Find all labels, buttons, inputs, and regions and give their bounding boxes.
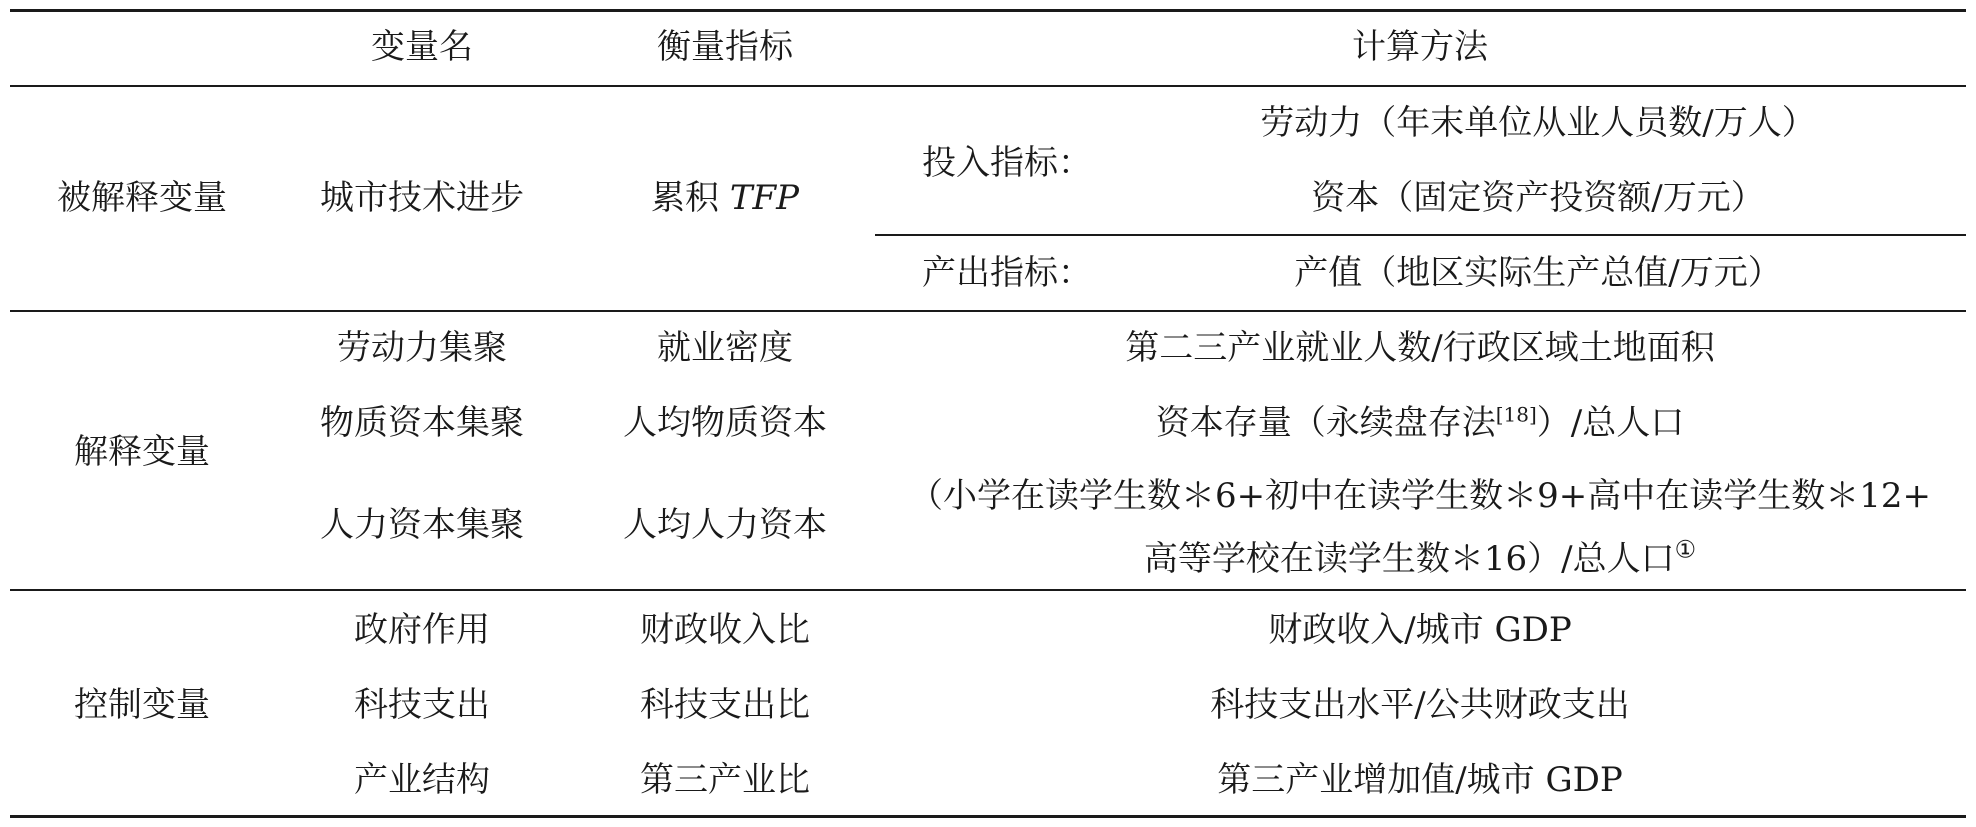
input-labor: 劳动力（年末单位从业人员数/万人） bbox=[1260, 103, 1816, 143]
header-indicator: 衡量指标 bbox=[657, 27, 793, 67]
method bbox=[1156, 403, 1685, 443]
footnote-marker: ① bbox=[1674, 535, 1697, 564]
variable-name: 城市技术进步 bbox=[320, 178, 524, 218]
method: 科技支出水平/公共财政支出 bbox=[1210, 685, 1630, 725]
method: 财政收入/城市 GDP bbox=[1268, 610, 1572, 650]
input-output-divider bbox=[875, 234, 1966, 236]
category-label: 解释变量 bbox=[74, 432, 210, 472]
top-rule bbox=[10, 9, 1966, 12]
method: 第二三产业就业人数/行政区域土地面积 bbox=[1125, 328, 1715, 368]
method: 第三产业增加值/城市 GDP bbox=[1217, 760, 1623, 800]
header-variable-name: 变量名 bbox=[371, 27, 473, 67]
header-method: 计算方法 bbox=[1352, 27, 1488, 67]
citation-ref: [18] bbox=[1495, 402, 1537, 427]
indicator bbox=[651, 178, 799, 218]
variable-name: 人力资本集聚 bbox=[320, 505, 524, 545]
output-value: 产值（地区实际生产总值/万元） bbox=[1294, 253, 1782, 293]
variable-name: 政府作用 bbox=[354, 610, 490, 650]
group1-rule bbox=[10, 310, 1966, 312]
bottom-rule bbox=[10, 815, 1966, 818]
indicator: 就业密度 bbox=[657, 328, 793, 368]
method-line-2-text: 高等学校在读学生数＊16）/总人口 bbox=[1143, 539, 1675, 579]
indicator: 财政收入比 bbox=[640, 610, 810, 650]
input-capital: 资本（固定资产投资额/万元） bbox=[1311, 178, 1765, 218]
header-rule bbox=[10, 85, 1966, 87]
method-line-1: （小学在读学生数＊6+初中在读学生数＊9+高中在读学生数＊12+ bbox=[909, 476, 1931, 516]
method-text-pre: 资本存量（永续盘存法 bbox=[1155, 403, 1496, 443]
variable-name: 产业结构 bbox=[354, 760, 490, 800]
indicator: 人均物质资本 bbox=[623, 403, 827, 443]
method-line-2 bbox=[1143, 535, 1697, 579]
indicator: 科技支出比 bbox=[640, 685, 810, 725]
indicator: 人均人力资本 bbox=[623, 505, 827, 545]
category-label: 被解释变量 bbox=[57, 178, 227, 218]
variable-name: 劳动力集聚 bbox=[337, 328, 507, 368]
variable-name: 物质资本集聚 bbox=[320, 403, 524, 443]
method-text-post: ）/总人口 bbox=[1536, 403, 1685, 443]
indicator-tfp: TFP bbox=[729, 178, 799, 218]
input-label: 投入指标： bbox=[922, 143, 1092, 183]
output-label: 产出指标： bbox=[922, 253, 1092, 293]
variable-name: 科技支出 bbox=[354, 685, 490, 725]
group2-rule bbox=[10, 589, 1966, 591]
indicator-prefix: 累积 bbox=[651, 178, 720, 218]
indicator: 第三产业比 bbox=[640, 760, 810, 800]
category-label: 控制变量 bbox=[74, 685, 210, 725]
